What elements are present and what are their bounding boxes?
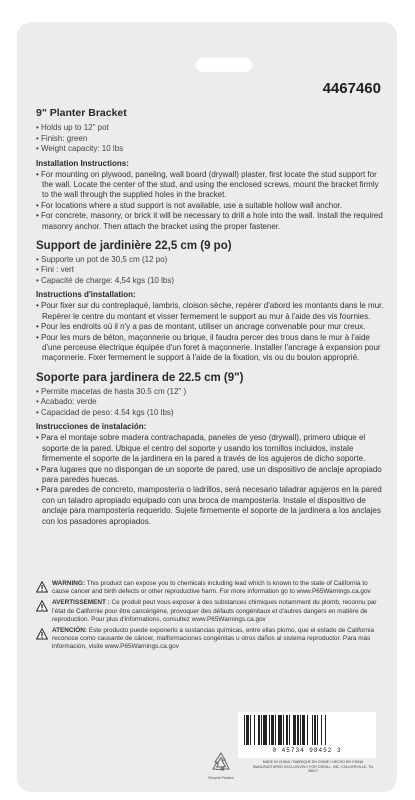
- warning-spanish: [36, 627, 378, 652]
- warning-label: WARNING:: [52, 580, 86, 587]
- warning-label: ATENCIÓN:: [52, 627, 88, 635]
- warning-triangle-icon: [36, 581, 48, 593]
- instructions-content: [36, 107, 386, 527]
- barcode-bar: [326, 715, 327, 745]
- french-paragraph: • Pour fixer sur du contreplaqué, lambris, cloison sèche, repérer d'abord les montants dans le mur. Repérer le centre du montant et visser fermement le support au mur à l'aide des vis fournies.: [36, 301, 384, 321]
- english-paragraph: • For mounting on plywood, paneling, wall board (drywall) plaster, first locate the stud support for the wall. Locate the center of the stud, and using the enclosed screws, mount the bracket firmly to the wall through the supplied holes in the bracket.: [36, 169, 379, 200]
- french-instructions-heading: Instructions d'installation:: [36, 290, 136, 300]
- recycle-icon: [208, 750, 234, 776]
- barcode: [238, 712, 376, 758]
- warning-label: AVERTISSEMENT :: [52, 599, 110, 607]
- french-title: Support de jardinière 22,5 cm (9 po): [36, 239, 232, 252]
- warning-english: [36, 580, 378, 596]
- barcode-bars: [244, 715, 370, 745]
- english-paragraph: • For concrete, masonry, or brick it will be necessary to drill a hole into the wall. Install the required masonry anchor. Then attach the bracket using the proper fastener.: [36, 211, 383, 231]
- spanish-paragraph: • Para lugares que no dispongan de un soporte de pared, use un dispositivo de anclaje apropiado para paredes huecas.: [36, 464, 382, 484]
- english-spec: • Holds up to 12" pot: [36, 123, 109, 132]
- english-spec: • Weight capacity: 10 lbs: [36, 144, 124, 153]
- warning-text: This product can expose you to chemicals including lead which is known to the state of California to cause cancer and birth defects or other reproductive harm. For more information go to www.P65Warnings.ca.gov: [52, 580, 371, 596]
- warning-text: Este producto puede exponerlo a sustancias químicas, entre ellas plomo, que el estado de California reconoce como causante de cáncer, malformaciones congénitas u otros daños al sistema reproductor. Para más información, visite www.P65Warnings.ca.gov: [52, 627, 375, 651]
- spanish-paragraph: • Para el montaje sobre madera contrachapada, paneles de yeso (drywall), primero ubique el soporte de la pared. Ubique el centro del soporte y usando los tornillos incluidos, instale firmemente el soporte de la jardinera en la pared a través de los agujeros de dicho soporte.: [36, 433, 366, 464]
- hang-hole: [195, 56, 253, 72]
- french-spec: • Capacité de charge: 4,54 kgs (10 lbs): [36, 275, 174, 285]
- spanish-spec: • Permite macetas de hasta 30.5 cm (12" ): [36, 386, 187, 396]
- recycle-label: Recycle Plastics: [208, 776, 234, 780]
- warning-triangle-icon: [36, 600, 48, 612]
- barcode-number: 0 45734 98452 3: [272, 747, 342, 754]
- french-spec: • Fini : vert: [36, 265, 74, 275]
- french-spec: • Supporte un pot de 30,5 cm (12 po): [36, 254, 168, 264]
- english-spec: • Finish: green: [36, 133, 88, 143]
- english-paragraph: • For locations where a stud support is not available, use a suitable hollow wall anchor.: [36, 200, 343, 210]
- english-instructions-heading: Installation Instructions:: [36, 158, 129, 168]
- item-number: 4467460: [322, 80, 381, 97]
- spanish-spec: • Capacidad de peso: 4.54 kgs (10 lbs): [36, 407, 174, 417]
- warning-text: Ce produit peut vous exposer à des substances chimiques notamment du plomb, reconnu par l'état de Californie pour être cancérigène, provoquer des défauts congénitaux et d'autres dangers en matière de reproduction. Pour plus d'informations, consultez www.P65Warnings.ca.gov: [52, 599, 377, 623]
- made-in-text: MADE IN CHINA / FABRIQUÉ EN CHINE / HECHO EN CHINA MANUFACTURED EXCLUSIVELY FOR ORGILL, INC. COLLIERVILLE, TN 38017: [253, 760, 373, 774]
- french-paragraph: • Pour les endroits où il n'y a pas de montant, utiliser un ancrage convenable pour mur creux.: [36, 322, 366, 332]
- english-title: 9" Planter Bracket: [36, 107, 127, 119]
- warning-triangle-icon: [36, 628, 48, 640]
- prop65-warnings: [36, 580, 378, 655]
- spanish-spec: • Acabado: verde: [36, 397, 97, 407]
- warning-french: [36, 599, 378, 624]
- spanish-instructions-heading: Instrucciones de instalación:: [36, 422, 147, 432]
- spanish-paragraph: • Para paredes de concreto, mampostería o ladrillos, será necesario taladrar agujeros en la pared con un taladro apropiado equipado con una broca de mampostería. Instale el dispositivo de anclaje para mampostería requerido. Sujete firmemente el soporte de la jardinera a los anclajes con los pasadores apropiados.: [36, 485, 382, 526]
- spanish-title: Soporte para jardinera de 22.5 cm (9"): [36, 371, 244, 384]
- french-paragraph: • Pour les murs de béton, maçonnerie ou brique, il faudra percer des trous dans le mur à l'aide d'une perceuse électrique équipée d'un foret à maçonnerie. Installer l'ancrage à expansion pour maçonnerie. Fixer fermement le support à l'aide de la fixation, vis ou du boulon approprié.: [36, 332, 381, 363]
